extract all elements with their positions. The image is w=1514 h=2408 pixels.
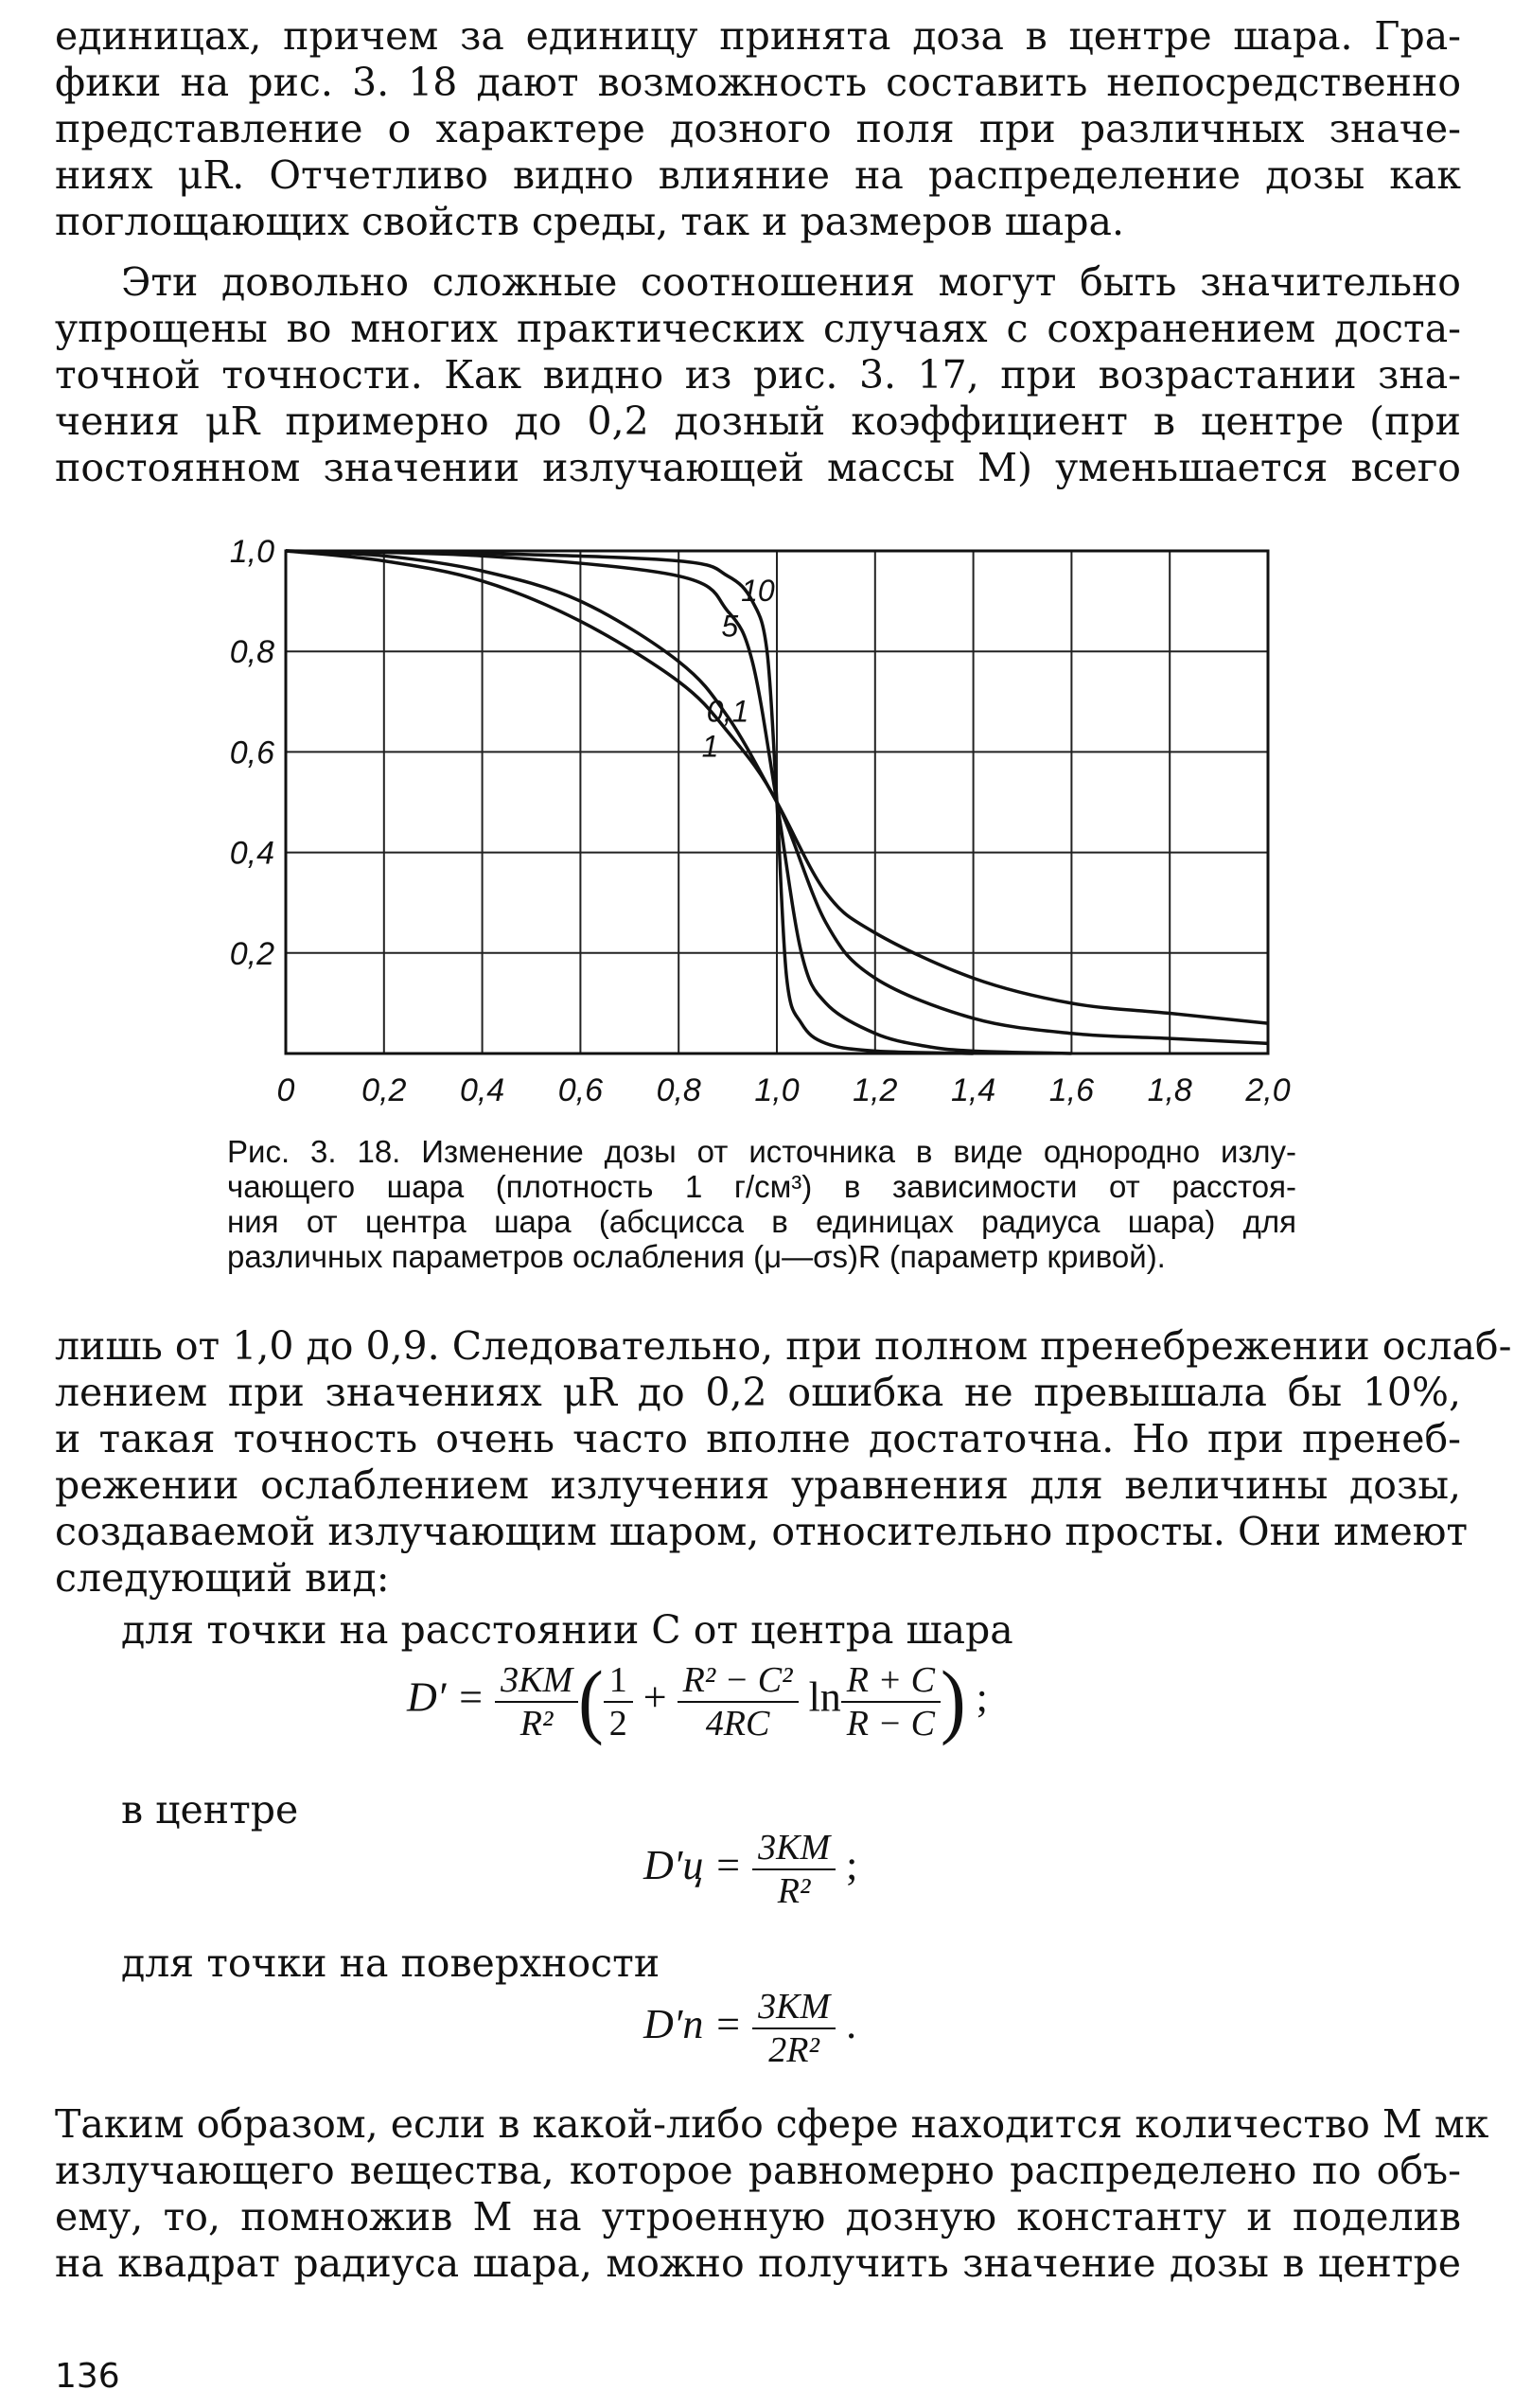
x-tick-label: 0,4 — [459, 1072, 505, 1108]
text-line: упрощены во многих практических случаях с сохранением доста- — [55, 306, 1461, 351]
curve-label: 0,1 — [706, 694, 749, 729]
x-tick-label: 1,0 — [754, 1072, 800, 1108]
formula-label-point: для точки на расстоянии C от центра шара — [121, 1607, 1013, 1653]
text-line: единицах, причем за единицу принята доза в центре шара. Гра- — [55, 13, 1461, 59]
curve-label: 5 — [721, 609, 739, 644]
paragraph-conclusion — [55, 2101, 1489, 2287]
dose-distribution-chart — [0, 0, 1514, 1136]
fraction: $\frac{3KM}{\text{2R²}}$ — [752, 1986, 836, 2071]
formula-lhs: D′ = — [407, 1673, 485, 1721]
text-line: фики на рис. 3. 18 дают возможность составить непосредственно — [55, 60, 1461, 105]
fraction: $\frac{R + C}{R - C}$ — [841, 1659, 941, 1744]
text-line: лением при значениях μR до 0,2 ошибка не превышала бы 10%, — [55, 1370, 1461, 1415]
y-tick-label: 0,6 — [229, 735, 274, 771]
caption-line: чающего шара (плотность 1 г/см³) в зависимости от расстоя- — [227, 1169, 1296, 1204]
text-line: постоянном значении излучающей массы M) уменьшается всего — [55, 445, 1461, 490]
y-tick-label: 1,0 — [229, 534, 274, 570]
x-tick-label: 0,2 — [361, 1072, 407, 1108]
x-tick-label: 1,8 — [1147, 1072, 1192, 1108]
caption-line: ния от центра шара (абсцисса в единицах радиуса шара) для — [227, 1204, 1296, 1239]
text-line: и такая точность очень часто вполне достаточна. Но при пренеб- — [55, 1416, 1461, 1461]
x-tick-label: 0 — [276, 1072, 295, 1108]
text-line: чения μR примерно до 0,2 дозный коэффициент в центре (при — [55, 398, 1461, 444]
text-line: поглощающих свойств среды, так и размеров шара. — [55, 199, 1124, 244]
fraction: $\frac{3KM}{\text{R²}}$ — [752, 1827, 836, 1912]
y-tick-label: 0,2 — [229, 935, 274, 972]
fraction: $\frac{\text{R² − C²}}{4RC}$ — [678, 1659, 799, 1744]
paragraph-approximation — [55, 1323, 1512, 1602]
text-line: точной точности. Как видно из рис. 3. 17, при возрастании зна- — [55, 352, 1461, 398]
text-line: излучающего вещества, которое равномерно распределено по объ- — [55, 2148, 1461, 2193]
fraction: $\frac{1}{2}$ — [604, 1659, 633, 1744]
text-line: представление о характере дозного поля при различных значе- — [55, 106, 1461, 151]
caption-line: Рис. 3. 18. Изменение дозы от источника в виде однородно излу- — [227, 1134, 1296, 1169]
text-line: Таким образом, если в какой-либо сфере находится количество M мк — [55, 2101, 1489, 2147]
formula-dose-at-distance: D′ = $\frac{3KM}{\text{R²}}$ ( $\frac{1}{2}$ + $\frac{\text{R² − C²}}{4RC}$ ln $\frac{R + C}{R - C}$ ) ; — [407, 1655, 988, 1747]
y-tick-label: 0,8 — [229, 634, 274, 671]
text-line: создаваемой излучающим шаром, относительно просты. Они имеют — [55, 1509, 1469, 1554]
x-tick-label: 1,6 — [1048, 1072, 1095, 1108]
x-tick-label: 1,4 — [950, 1072, 996, 1108]
page-number: 136 — [55, 2357, 120, 2396]
text-line: Эти довольно сложные соотношения могут быть значительно — [121, 259, 1461, 305]
curve-label: 1 — [701, 729, 719, 764]
formula-label-surface: для точки на поверхности — [121, 1940, 660, 1986]
figure-caption — [227, 1134, 1296, 1274]
formula-dose-at-surface: D′п = $\frac{3KM}{\text{2R²}}$ . — [643, 1987, 857, 2070]
text-line: ему, то, помножив M на утроенную дозную константу и поделив — [55, 2194, 1461, 2240]
x-tick-label: 0,6 — [557, 1072, 604, 1108]
text-line: следующий вид: — [55, 1555, 390, 1601]
text-line: на квадрат радиуса шара, можно получить значение дозы в центре — [55, 2240, 1461, 2286]
x-tick-label: 2,0 — [1245, 1072, 1291, 1108]
text-line: ниях μR. Отчетливо видно влияние на распределение дозы как — [55, 152, 1461, 198]
fraction: $\frac{3KM}{\text{R²}}$ — [495, 1659, 578, 1744]
y-tick-label: 0,4 — [229, 835, 274, 872]
text-line: режении ослаблением излучения уравнения для величины дозы, — [55, 1462, 1461, 1508]
formula-label-center: в центре — [121, 1787, 299, 1833]
formula-dose-at-center: D′ц = $\frac{3KM}{\text{R²}}$ ; — [643, 1828, 858, 1911]
x-tick-label: 1,2 — [853, 1072, 898, 1108]
x-tick-label: 0,8 — [656, 1072, 701, 1108]
curve-label: 10 — [741, 574, 775, 609]
caption-line: различных параметров ослабления (μ—σs)R (параметр кривой). — [227, 1239, 1166, 1274]
text-line: лишь от 1,0 до 0,9. Следовательно, при полном пренебрежении ослаб- — [55, 1323, 1512, 1369]
